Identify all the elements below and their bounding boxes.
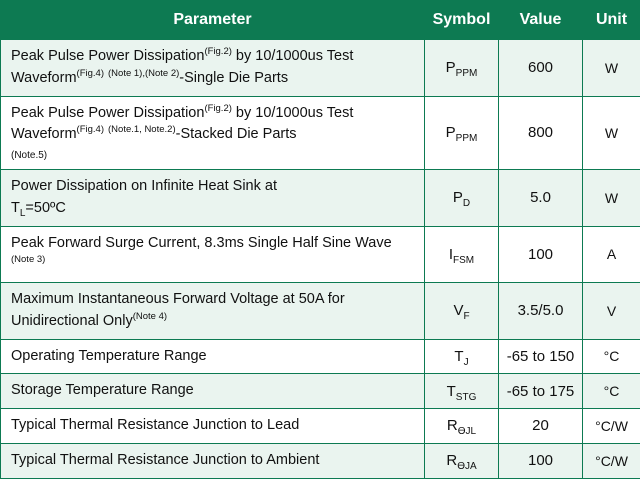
table-row: [1, 443, 640, 478]
parameter-text: Peak Forward Surge Current, 8.3ms Single Half Sine Wave: [11, 235, 392, 251]
column-header-unit: Unit: [583, 1, 640, 40]
row-unit: A: [583, 226, 640, 283]
parameter-superscript: (Fig.2): [204, 103, 231, 114]
parameter-superscript-3: (Note 4): [133, 311, 167, 322]
row-symbol: [425, 443, 499, 478]
row-parameter: [1, 283, 425, 340]
row-value: 100: [499, 443, 583, 478]
symbol-subscript: ӨJA: [457, 461, 476, 472]
table-row: [1, 96, 640, 170]
row-unit: °C/W: [583, 409, 640, 444]
parameter-line2-post: =50ºC: [25, 200, 65, 216]
row-symbol: [425, 170, 499, 227]
row-symbol: [425, 374, 499, 409]
table-row: [1, 40, 640, 97]
parameter-superscript-2: (Fig.4): [77, 124, 104, 135]
parameter-text: Power Dissipation on Infinite Heat Sink at: [11, 178, 277, 194]
symbol-base: T: [454, 348, 463, 365]
symbol-base: P: [453, 189, 463, 206]
symbol-base: R: [446, 452, 457, 469]
table-row: [1, 374, 640, 409]
row-value: 100: [499, 226, 583, 283]
row-symbol: [425, 339, 499, 374]
row-value: -65 to 150: [499, 339, 583, 374]
row-parameter: Operating Temperature Range: [1, 339, 425, 374]
parameter-text: Peak Pulse Power Dissipation: [11, 105, 204, 121]
row-symbol: [425, 283, 499, 340]
row-parameter: Storage Temperature Range: [1, 374, 425, 409]
row-parameter: [1, 40, 425, 97]
symbol-subscript: D: [463, 198, 470, 209]
column-header-parameter: Parameter: [1, 1, 425, 40]
parameter-text: Maximum Instantaneous Forward Voltage at 50A for Unidirectional Only: [11, 291, 345, 329]
row-symbol: [425, 40, 499, 97]
parameter-superscript-3: (Note 1),(Note 2): [108, 68, 179, 79]
parameter-line2-subscript: L: [20, 208, 26, 219]
row-value: 3.5/5.0: [499, 283, 583, 340]
row-value: 5.0: [499, 170, 583, 227]
symbol-base: P: [446, 124, 456, 141]
table-row: [1, 170, 640, 227]
parameter-text-mid: by 10/1000us Test Waveform: [11, 48, 353, 86]
table-body: [1, 40, 640, 479]
table-row: [1, 409, 640, 444]
parameter-text-mid: by 10/1000us Test Waveform: [11, 105, 353, 143]
symbol-subscript: FSM: [453, 255, 474, 266]
parameter-text-tail: -Stacked Die Parts: [176, 126, 297, 142]
parameter-superscript: (Fig.2): [204, 46, 231, 57]
row-unit: W: [583, 40, 640, 97]
parameter-note: (Note.5): [11, 148, 416, 163]
parameter-text: Peak Pulse Power Dissipation: [11, 48, 204, 64]
symbol-base: R: [447, 417, 458, 434]
parameter-line2-base: T: [11, 200, 20, 216]
symbol-subscript: F: [463, 311, 469, 322]
row-unit: °C: [583, 339, 640, 374]
row-value: 800: [499, 96, 583, 170]
parameter-superscript-3: (Note.1, Note.2): [108, 124, 176, 135]
parameter-superscript-3: (Note 3): [11, 254, 45, 265]
row-value: 600: [499, 40, 583, 97]
symbol-base: V: [453, 302, 463, 319]
symbol-subscript: J: [464, 357, 469, 368]
column-header-value: Value: [499, 1, 583, 40]
parameter-superscript-2: (Fig.4): [77, 68, 104, 79]
symbol-base: I: [449, 246, 453, 263]
row-parameter: [1, 226, 425, 283]
row-value: 20: [499, 409, 583, 444]
table-row: [1, 283, 640, 340]
row-unit: °C: [583, 374, 640, 409]
header-row: [1, 1, 640, 40]
row-parameter: Typical Thermal Resistance Junction to Ambient: [1, 443, 425, 478]
row-symbol: [425, 409, 499, 444]
row-parameter: [1, 96, 425, 170]
row-symbol: [425, 96, 499, 170]
row-unit: °C/W: [583, 443, 640, 478]
row-value: -65 to 175: [499, 374, 583, 409]
symbol-subscript: PPM: [456, 133, 478, 144]
symbol-base: T: [447, 383, 456, 400]
column-header-symbol: Symbol: [425, 1, 499, 40]
table-header: [1, 1, 640, 40]
table-row: [1, 226, 640, 283]
row-parameter: [1, 170, 425, 227]
symbol-subscript: ӨJL: [458, 426, 476, 437]
row-unit: W: [583, 170, 640, 227]
row-unit: W: [583, 96, 640, 170]
row-unit: V: [583, 283, 640, 340]
symbol-base: P: [446, 59, 456, 76]
row-parameter: Typical Thermal Resistance Junction to Lead: [1, 409, 425, 444]
symbol-subscript: STG: [456, 392, 477, 403]
row-symbol: [425, 226, 499, 283]
table-row: [1, 339, 640, 374]
symbol-subscript: PPM: [456, 68, 478, 79]
parameter-text-tail: -Single Die Parts: [179, 70, 288, 86]
